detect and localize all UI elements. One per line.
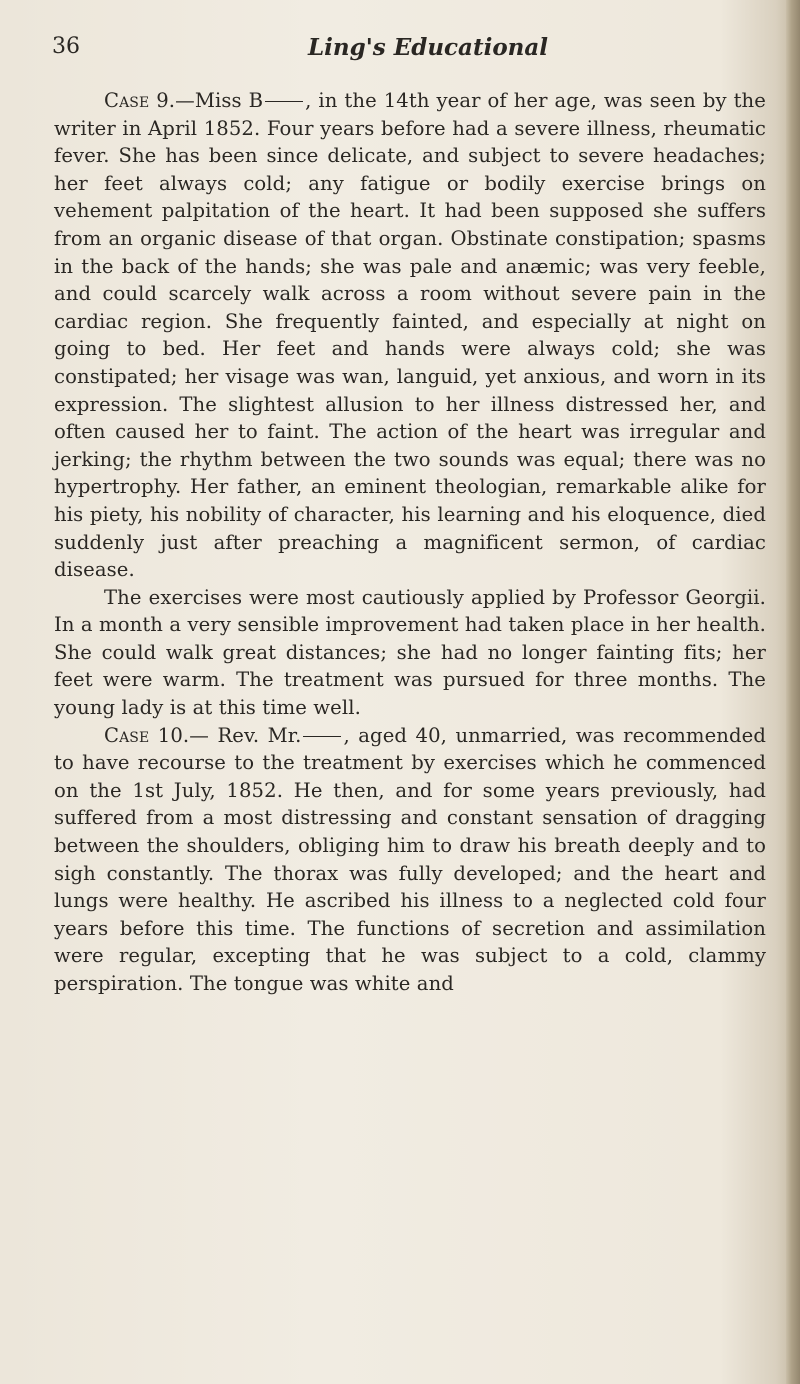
case-9-body: , in the 14th year of her age, was seen by the writer in April 1852. Four years before had a severe illness, rheumatic fever. She has been since delicate, and subject to severe headaches; her feet always cold; any fatigue or bodily exercise brings on vehement palpitation of the heart. It had been supposed she suffers from an organic disease of that organ. Obstinate constipation; spasms in the back of the hands; she was pale and anæmic; was very feeble, and could scarcely walk across a room without severe pain in the cardiac region. She frequently fainted, and especially at night on going to bed. Her feet and hands were always cold; she was constipated; her visage was wan, languid, yet anxious, and worn in its expression. The slightest allusion to her illness distressed her, and often caused her to faint. The action of the heart was irregular and jerking; the rhythm between the two sounds was equal; there was no hypertrophy. Her father, an eminent theologian, remarkable alike for his piety, his nobility of character, his learning and his eloquence, died suddenly just after preaching a magnificent sermon, of cardiac disease. xyxy=(54,89,766,582)
case-10-paragraph xyxy=(54,722,766,998)
case-10-label: Case 10. xyxy=(104,723,190,747)
case-9-paragraph xyxy=(54,87,766,584)
name-dash xyxy=(303,736,341,737)
body-text xyxy=(54,87,766,998)
case-9-treatment-paragraph: The exercises were most cautiously applied by Professor Georgii. In a month a very sensible improvement had taken place in her health. She could walk great distances; she had no longer fainting fits; her feet were warm. The treatment was pursued for three months. The young lady is at this time well. xyxy=(54,585,766,720)
page-header xyxy=(52,34,752,64)
case-9-intro: —Miss B xyxy=(175,89,264,112)
page-number: 36 xyxy=(52,34,80,59)
name-dash xyxy=(265,101,303,102)
page-edge-shadow xyxy=(786,0,800,1384)
case-10-body: , aged 40, unmarried, was recommended to have recourse to the treatment by exercises which he commenced on the 1st July, 1852. He then, and for some years previously, had suffered from a most distressing and constant sensation of dragging between the shoulders, obliging him to draw his breath deeply and to sigh constantly. The thorax was fully developed; and the heart and lungs were healthy. He ascribed his illness to a neglected cold four years before this time. The functions of secretion and assimilation were regular, excepting that he was subject to a cold, clammy perspiration. The tongue was white and xyxy=(54,723,766,995)
case-10-intro: — Rev. Mr. xyxy=(189,723,302,747)
case-9-label: Case 9. xyxy=(104,89,176,112)
running-head: Ling's Educational xyxy=(308,34,549,61)
